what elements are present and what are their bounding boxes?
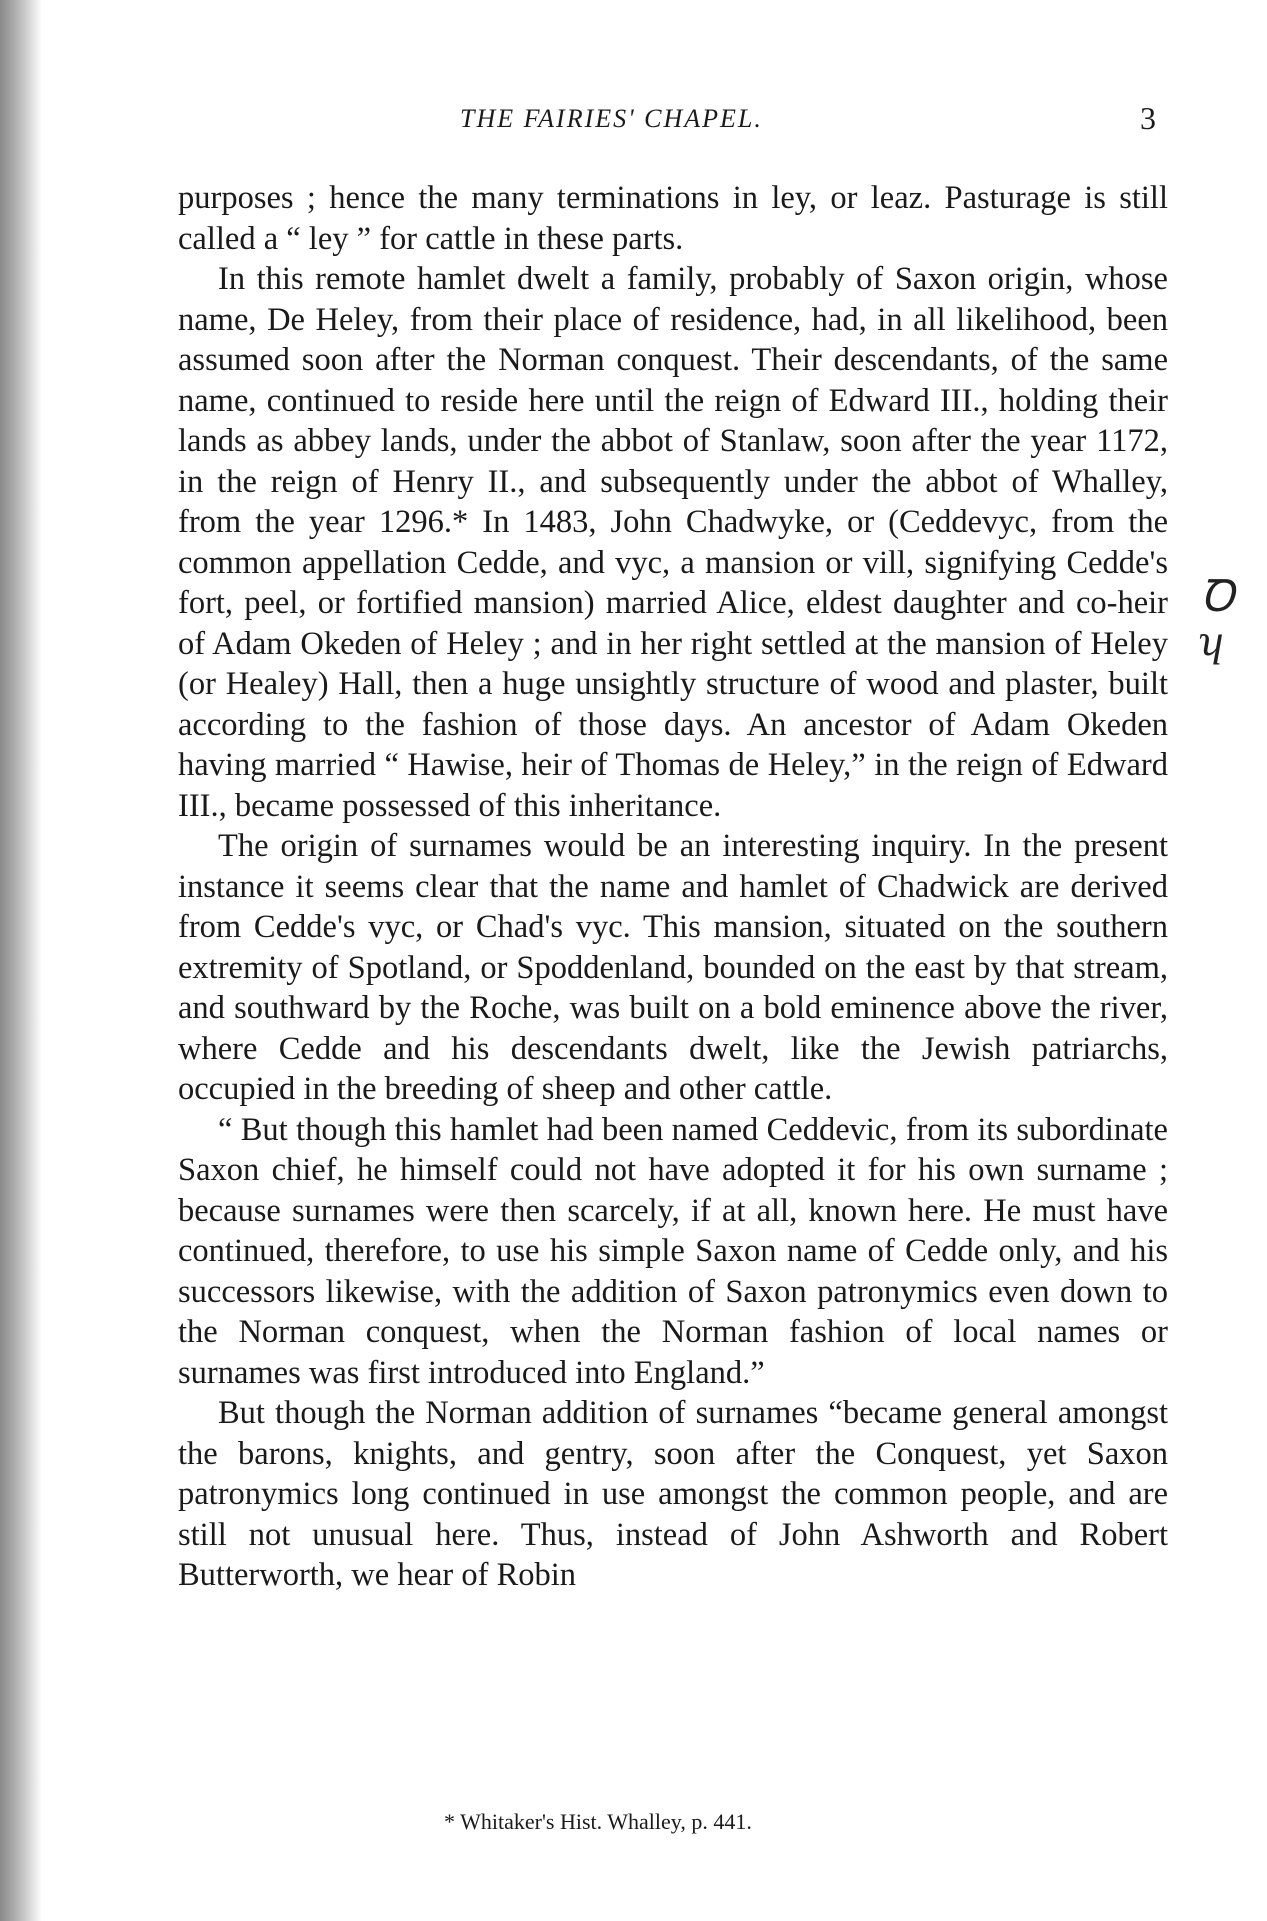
running-title: THE FAIRIES' CHAPEL. bbox=[460, 104, 763, 133]
footnote: * Whitaker's Hist. Whalley, p. 441. bbox=[444, 1809, 752, 1834]
book-binding-edge bbox=[0, 0, 42, 1921]
paragraph: The origin of surnames would be an interesting inquiry. In the present instance it seems clear that the name and hamlet of Chadwick are derived from Cedde's vyc, or Chad's vyc. This mansion, situated on the southern extremity of Spotland, or Spoddenland, bounded on the east by that stream, and southward by the Roche, was built on a bold eminence above the river, where Cedde and his descendants dwelt, like the Jewish patriarchs, occupied in the breeding of sheep and other cattle. bbox=[178, 828, 1168, 1107]
marginal-handwriting: Ꝺ ʮ bbox=[1200, 572, 1235, 665]
paragraph: But though the Norman addition of surnames “became general amongst the barons, knights, and gentry, soon after the Conquest, yet Saxon patronymics long continued in use amongst the common people, and are still not unusual here. Thus, instead of John Ashworth and Robert Butterworth, we hear of Robin bbox=[178, 1395, 1168, 1593]
paragraph: “ But though this hamlet had been named Ceddevic, from its subordinate Saxon chief, he himself could not have adopted it for his own surname ; because surnames were then scarcely, if at all, known here. He must have continued, therefore, to use his simple Saxon name of Cedde only, and his successors likewise, with the addition of Saxon patronymics even down to the Norman conquest, when the Norman fashion of local names or surnames was first introduced into England.” bbox=[178, 1111, 1168, 1391]
running-header bbox=[460, 100, 1160, 136]
page-number: 3 bbox=[1140, 100, 1158, 136]
paragraph: purposes ; hence the many terminations in ley, or leaz. Pasturage is still called a “ ley ” for cattle in these parts. bbox=[178, 180, 1168, 257]
body-text bbox=[178, 178, 1168, 1596]
paragraph: In this remote hamlet dwelt a family, probably of Saxon origin, whose name, De Heley, from their place of residence, had, in all likelihood, been assumed soon after the Norman conquest. Their descendants, of the same name, continued to reside here until the reign of Edward III., holding their lands as abbey lands, under the abbot of Stanlaw, soon after the year 1172, in the reign of Henry II., and subsequently under the abbot of Whalley, from the year 1296.* In 1483, John Chadwyke, or (Ceddevyc, from the common appellation Cedde, and vyc, a mansion or vill, signifying Cedde's fort, peel, or fortified mansion) married Alice, eldest daughter and co-heir of Adam Okeden of Heley ; and in her right settled at the mansion of Heley (or Healey) Hall, then a huge unsightly structure of wood and plaster, built according to the fashion of those days. An ancestor of Adam Okeden having married “ Hawise, heir of Thomas de Heley,” in the reign of Edward III., became possessed of this inheritance. bbox=[178, 261, 1168, 824]
